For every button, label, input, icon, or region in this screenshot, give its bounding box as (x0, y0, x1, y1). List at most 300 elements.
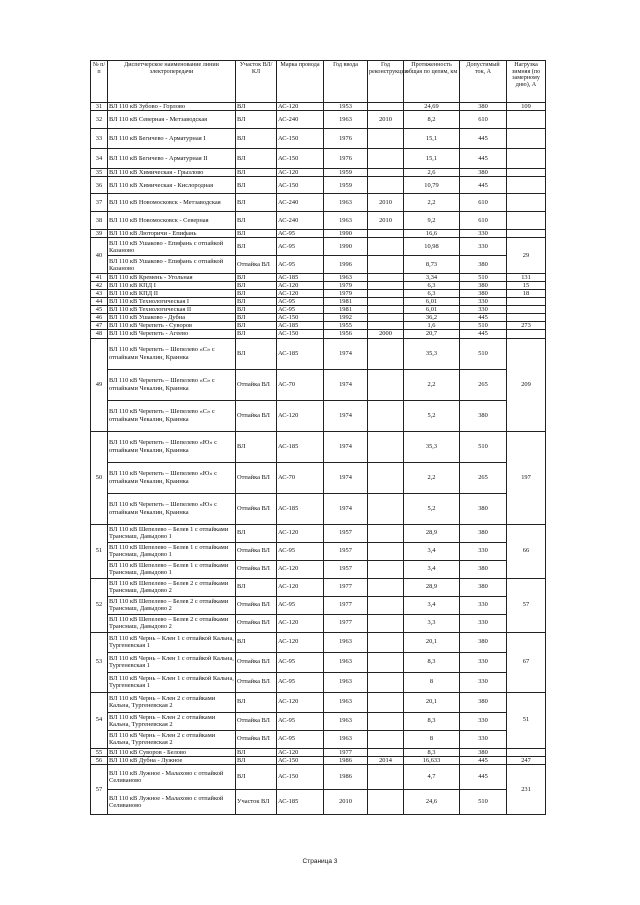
year-commissioned: 1963 (324, 672, 368, 692)
year-reconstructed (368, 282, 404, 290)
line-length: 16,6 (404, 230, 460, 238)
row-number: 36 (91, 177, 108, 194)
row-number: 39 (91, 230, 108, 238)
year-commissioned: 1977 (324, 578, 368, 596)
year-commissioned: 1953 (324, 103, 368, 111)
row-number: 49 (91, 338, 108, 431)
allowed-current: 330 (460, 542, 507, 560)
wire-brand: АС-120 (277, 400, 324, 431)
year-commissioned: 1957 (324, 542, 368, 560)
line-length: 3,3 (404, 614, 460, 632)
line-length: 8,3 (404, 712, 460, 730)
line-length: 4,7 (404, 764, 460, 789)
line-length: 24,6 (404, 789, 460, 814)
line-length: 28,9 (404, 524, 460, 542)
section-type: Отпайка ВЛ (236, 369, 277, 400)
table-row (91, 103, 546, 111)
table-row (91, 338, 546, 369)
wire-brand: АС-95 (277, 730, 324, 748)
line-length: 10,98 (404, 238, 460, 256)
line-length: 2,2 (404, 194, 460, 212)
row-number: 43 (91, 290, 108, 298)
line-length: 15,1 (404, 149, 460, 169)
winter-load (507, 306, 546, 314)
line-length: 5,2 (404, 400, 460, 431)
section-type: Отпайка ВЛ (236, 560, 277, 578)
line-length: 8,2 (404, 111, 460, 129)
winter-load (507, 129, 546, 149)
year-commissioned: 1979 (324, 290, 368, 298)
table-row (91, 596, 546, 614)
year-reconstructed (368, 632, 404, 652)
line-name: ВЛ 110 кВ Чернь – Клен 2 с отпайками Кальна, Тургеневская 2 (108, 712, 236, 730)
line-length: 2,2 (404, 462, 460, 493)
table-row (91, 524, 546, 542)
year-commissioned: 1963 (324, 712, 368, 730)
year-commissioned: 1963 (324, 692, 368, 712)
year-reconstructed: 2010 (368, 212, 404, 230)
winter-load (507, 212, 546, 230)
table-row (91, 111, 546, 129)
header-section: Участок ВЛ/КЛ (236, 61, 277, 103)
row-number: 37 (91, 194, 108, 212)
line-name: ВЛ 110 кВ Ушаково - Епифань с отпайкой Казаново (108, 256, 236, 274)
section-type: ВЛ (236, 129, 277, 149)
line-name: ВЛ 110 кВ Ушаково - Епифань с отпайкой Казаново (108, 238, 236, 256)
section-type: ВЛ (236, 212, 277, 230)
allowed-current: 380 (460, 290, 507, 298)
winter-load (507, 298, 546, 306)
wire-brand: АС-95 (277, 672, 324, 692)
line-name: ВЛ 110 кВ Технологическая I (108, 298, 236, 306)
line-name: ВЛ 110 кВ Черепеть - Агеево (108, 330, 236, 338)
row-number: 46 (91, 314, 108, 322)
section-type: ВЛ (236, 314, 277, 322)
wire-brand: АС-240 (277, 194, 324, 212)
allowed-current: 445 (460, 330, 507, 338)
year-reconstructed (368, 274, 404, 282)
row-number: 40 (91, 238, 108, 274)
row-number: 31 (91, 103, 108, 111)
year-reconstructed (368, 238, 404, 256)
allowed-current: 380 (460, 493, 507, 524)
section-type: ВЛ (236, 282, 277, 290)
year-reconstructed (368, 306, 404, 314)
line-name: ВЛ 110 кВ Черепеть – Шепелево «С» с отпайками Чекалин, Краинка (108, 369, 236, 400)
allowed-current: 265 (460, 369, 507, 400)
allowed-current: 330 (460, 238, 507, 256)
table-row (91, 306, 546, 314)
row-number: 44 (91, 298, 108, 306)
allowed-current: 330 (460, 712, 507, 730)
allowed-current: 380 (460, 560, 507, 578)
year-commissioned: 1974 (324, 369, 368, 400)
line-length: 20,7 (404, 330, 460, 338)
line-length: 3,4 (404, 560, 460, 578)
winter-load (507, 230, 546, 238)
wire-brand: АС-185 (277, 431, 324, 462)
table-row (91, 712, 546, 730)
table-row (91, 789, 546, 814)
winter-load (507, 748, 546, 756)
wire-brand: АС-185 (277, 322, 324, 330)
line-length: 35,3 (404, 431, 460, 462)
line-name: ВЛ 110 кВ Шепелево – Белев 2 с отпайками Трансмаш, Давыдово 2 (108, 614, 236, 632)
year-commissioned: 1974 (324, 462, 368, 493)
line-name: ВЛ 110 кВ Черепеть – Шепелево «Ю» с отпайками Чекалин, Краинка (108, 462, 236, 493)
line-length: 2,6 (404, 169, 460, 177)
year-commissioned: 1963 (324, 652, 368, 672)
year-commissioned: 1963 (324, 194, 368, 212)
section-type: ВЛ (236, 524, 277, 542)
year-commissioned: 1996 (324, 256, 368, 274)
wire-brand: АС-95 (277, 542, 324, 560)
year-commissioned: 1992 (324, 314, 368, 322)
section-type: Отпайка ВЛ (236, 652, 277, 672)
year-reconstructed (368, 542, 404, 560)
wire-brand: АС-240 (277, 212, 324, 230)
year-reconstructed (368, 314, 404, 322)
table-row (91, 578, 546, 596)
table-row (91, 369, 546, 400)
winter-load: 209 (507, 338, 546, 431)
allowed-current: 380 (460, 632, 507, 652)
line-name: ВЛ 110 кВ Новомосковск - Метзаводская (108, 194, 236, 212)
year-commissioned: 1957 (324, 524, 368, 542)
year-reconstructed (368, 712, 404, 730)
table-row (91, 238, 546, 256)
wire-brand: АС-95 (277, 256, 324, 274)
allowed-current: 445 (460, 764, 507, 789)
row-number: 33 (91, 129, 108, 149)
allowed-current: 610 (460, 194, 507, 212)
wire-brand: АС-120 (277, 169, 324, 177)
section-type: Отпайка ВЛ (236, 712, 277, 730)
year-reconstructed (368, 764, 404, 789)
year-commissioned: 1977 (324, 596, 368, 614)
line-name: ВЛ 110 кВ Чернь – Клен 2 с отпайками Кальна, Тургеневская 2 (108, 730, 236, 748)
row-number: 32 (91, 111, 108, 129)
wire-brand: АС-185 (277, 274, 324, 282)
wire-brand: АС-95 (277, 298, 324, 306)
row-number: 51 (91, 524, 108, 578)
year-reconstructed (368, 256, 404, 274)
allowed-current: 445 (460, 756, 507, 764)
allowed-current: 380 (460, 169, 507, 177)
line-length: 3,4 (404, 596, 460, 614)
table-row (91, 756, 546, 764)
wire-brand: АС-120 (277, 560, 324, 578)
winter-load: 231 (507, 764, 546, 814)
line-name: ВЛ 110 кВ КПД I (108, 282, 236, 290)
line-length: 20,1 (404, 632, 460, 652)
line-length: 36,2 (404, 314, 460, 322)
winter-load: 109 (507, 103, 546, 111)
table-row (91, 614, 546, 632)
allowed-current: 510 (460, 338, 507, 369)
year-reconstructed (368, 578, 404, 596)
year-commissioned: 1959 (324, 177, 368, 194)
section-type: ВЛ (236, 756, 277, 764)
allowed-current: 380 (460, 256, 507, 274)
wire-brand: АС-95 (277, 652, 324, 672)
line-name: ВЛ 110 кВ Технологическая II (108, 306, 236, 314)
year-reconstructed (368, 177, 404, 194)
section-type: Отпайка ВЛ (236, 596, 277, 614)
winter-load: 15 (507, 282, 546, 290)
allowed-current: 610 (460, 111, 507, 129)
section-type: ВЛ (236, 149, 277, 169)
section-type: ВЛ (236, 632, 277, 652)
line-length: 8,3 (404, 748, 460, 756)
winter-load: 18 (507, 290, 546, 298)
header-year-in: Год ввода (324, 61, 368, 103)
header-name: Диспетчерское наименование линии электропередачи (108, 61, 236, 103)
section-type: ВЛ (236, 338, 277, 369)
year-reconstructed (368, 290, 404, 298)
line-length: 20,1 (404, 692, 460, 712)
line-name: ВЛ 110 кВ Черепеть – Шепелево «Ю» с отпайками Чекалин, Краинка (108, 431, 236, 462)
line-name: ВЛ 110 кВ Бегичево - Арматурная I (108, 129, 236, 149)
table-row (91, 177, 546, 194)
line-name: ВЛ 110 кВ Лужное - Малахово с отпайкой Селиваново (108, 789, 236, 814)
year-commissioned: 1977 (324, 748, 368, 756)
row-number: 50 (91, 431, 108, 524)
wire-brand: АС-150 (277, 756, 324, 764)
table-row (91, 542, 546, 560)
year-reconstructed (368, 369, 404, 400)
allowed-current: 445 (460, 129, 507, 149)
table-row (91, 560, 546, 578)
allowed-current: 265 (460, 462, 507, 493)
section-type: ВЛ (236, 322, 277, 330)
year-reconstructed (368, 692, 404, 712)
allowed-current: 330 (460, 614, 507, 632)
wire-brand: АС-120 (277, 103, 324, 111)
table-row (91, 149, 546, 169)
year-reconstructed (368, 298, 404, 306)
allowed-current: 380 (460, 748, 507, 756)
allowed-current: 330 (460, 672, 507, 692)
section-type: Отпайка ВЛ (236, 256, 277, 274)
row-number: 41 (91, 274, 108, 282)
allowed-current: 510 (460, 274, 507, 282)
power-lines-table (90, 60, 546, 815)
table-row (91, 692, 546, 712)
line-name: ВЛ 110 кВ Люторичи - Епифань (108, 230, 236, 238)
allowed-current: 380 (460, 282, 507, 290)
year-commissioned: 1974 (324, 493, 368, 524)
year-commissioned: 1974 (324, 400, 368, 431)
line-name: ВЛ 110 кВ Черепеть - Суворов (108, 322, 236, 330)
wire-brand: АС-95 (277, 230, 324, 238)
row-number: 35 (91, 169, 108, 177)
year-commissioned: 1986 (324, 756, 368, 764)
row-number: 47 (91, 322, 108, 330)
line-name: ВЛ 110 кВ Черепеть – Шепелево «С» с отпайками Чекалин, Краинка (108, 400, 236, 431)
year-commissioned: 1974 (324, 431, 368, 462)
year-reconstructed (368, 169, 404, 177)
winter-load: 51 (507, 692, 546, 748)
allowed-current: 510 (460, 431, 507, 462)
winter-load (507, 314, 546, 322)
line-name: ВЛ 110 кВ Шепелево – Белев 2 с отпайками Трансмаш, Давыдово 2 (108, 596, 236, 614)
line-length: 28,9 (404, 578, 460, 596)
line-name: ВЛ 110 кВ Химическая - Кислородная (108, 177, 236, 194)
line-name: ВЛ 110 кВ Шепелево – Белев 1 с отпайками Трансмаш, Давыдово 1 (108, 560, 236, 578)
allowed-current: 445 (460, 149, 507, 169)
line-length: 8,73 (404, 256, 460, 274)
table-row (91, 652, 546, 672)
line-name: ВЛ 110 кВ Чернь – Клен 1 с отпайкой Кальна, Тургеневская 1 (108, 652, 236, 672)
line-name: ВЛ 110 кВ Бегичево - Арматурная II (108, 149, 236, 169)
allowed-current: 330 (460, 298, 507, 306)
wire-brand: АС-95 (277, 596, 324, 614)
table-row (91, 212, 546, 230)
allowed-current: 380 (460, 524, 507, 542)
section-type: ВЛ (236, 290, 277, 298)
wire-brand: АС-185 (277, 789, 324, 814)
line-length: 10,79 (404, 177, 460, 194)
page-number: Страница 3 (302, 858, 338, 865)
table-row (91, 194, 546, 212)
wire-brand: АС-120 (277, 524, 324, 542)
wire-brand: АС-240 (277, 111, 324, 129)
line-length: 1,6 (404, 322, 460, 330)
year-commissioned: 1979 (324, 282, 368, 290)
line-length: 6,3 (404, 282, 460, 290)
line-length: 6,01 (404, 298, 460, 306)
row-number: 57 (91, 764, 108, 814)
line-name: ВЛ 110 кВ Черепеть – Шепелево «Ю» с отпайками Чекалин, Краинка (108, 493, 236, 524)
wire-brand: АС-120 (277, 282, 324, 290)
year-reconstructed (368, 652, 404, 672)
wire-brand: АС-95 (277, 238, 324, 256)
year-reconstructed: 2010 (368, 111, 404, 129)
line-length: 9,2 (404, 212, 460, 230)
section-type: Отпайка ВЛ (236, 672, 277, 692)
line-length: 15,1 (404, 129, 460, 149)
line-name: ВЛ 110 кВ Кремень - Угольная (108, 274, 236, 282)
year-reconstructed (368, 614, 404, 632)
allowed-current: 445 (460, 177, 507, 194)
line-length: 8 (404, 730, 460, 748)
winter-load (507, 111, 546, 129)
year-commissioned: 2010 (324, 789, 368, 814)
allowed-current: 610 (460, 212, 507, 230)
wire-brand: АС-185 (277, 493, 324, 524)
year-reconstructed (368, 524, 404, 542)
table-row (91, 298, 546, 306)
winter-load (507, 194, 546, 212)
line-name: ВЛ 110 кВ Шепелево – Белев 1 с отпайками Трансмаш, Давыдово 1 (108, 542, 236, 560)
year-commissioned: 1990 (324, 230, 368, 238)
year-commissioned: 1959 (324, 169, 368, 177)
wire-brand: АС-150 (277, 330, 324, 338)
section-type: Отпайка ВЛ (236, 614, 277, 632)
table-row (91, 632, 546, 652)
year-commissioned: 1955 (324, 322, 368, 330)
table-row (91, 400, 546, 431)
allowed-current: 510 (460, 322, 507, 330)
table-row (91, 730, 546, 748)
allowed-current: 380 (460, 692, 507, 712)
line-length: 8,3 (404, 652, 460, 672)
allowed-current: 510 (460, 789, 507, 814)
year-reconstructed (368, 431, 404, 462)
winter-load (507, 169, 546, 177)
table-row (91, 493, 546, 524)
allowed-current: 380 (460, 103, 507, 111)
table-header-row (91, 61, 546, 103)
line-name: ВЛ 110 кВ Дубна - Лужное (108, 756, 236, 764)
section-type: Отпайка ВЛ (236, 542, 277, 560)
header-brand: Марка провода (277, 61, 324, 103)
winter-load: 67 (507, 632, 546, 692)
section-type: ВЛ (236, 103, 277, 111)
table-row (91, 764, 546, 789)
wire-brand: АС-150 (277, 764, 324, 789)
year-reconstructed (368, 596, 404, 614)
wire-brand: АС-120 (277, 614, 324, 632)
row-number: 38 (91, 212, 108, 230)
allowed-current: 330 (460, 306, 507, 314)
line-name: ВЛ 110 кВ Шепелево – Белев 2 с отпайками Трансмаш, Давыдово 2 (108, 578, 236, 596)
year-reconstructed (368, 338, 404, 369)
year-commissioned: 1974 (324, 338, 368, 369)
year-commissioned: 1963 (324, 274, 368, 282)
header-current: Допустимый ток, А (460, 61, 507, 103)
section-type: ВЛ (236, 230, 277, 238)
year-reconstructed (368, 672, 404, 692)
year-commissioned: 1957 (324, 560, 368, 578)
line-name: ВЛ 110 кВ Зубово - Горлово (108, 103, 236, 111)
allowed-current: 330 (460, 652, 507, 672)
line-name: ВЛ 110 кВ Шепелево – Белев 1 с отпайками Трансмаш, Давыдово 1 (108, 524, 236, 542)
year-reconstructed (368, 322, 404, 330)
header-length: Протяженность общая по цепям, км (404, 61, 460, 103)
line-length: 3,34 (404, 274, 460, 282)
wire-brand: АС-120 (277, 578, 324, 596)
allowed-current: 330 (460, 230, 507, 238)
year-commissioned: 1956 (324, 330, 368, 338)
line-name: ВЛ 110 кВ Ушаково - Дубна (108, 314, 236, 322)
section-type: Отпайка ВЛ (236, 730, 277, 748)
wire-brand: АС-95 (277, 306, 324, 314)
row-number: 54 (91, 692, 108, 748)
year-commissioned: 1976 (324, 129, 368, 149)
table-row (91, 274, 546, 282)
table-row (91, 431, 546, 462)
section-type: ВЛ (236, 692, 277, 712)
line-name: ВЛ 110 кВ Новомосковск - Северная (108, 212, 236, 230)
section-type: ВЛ (236, 764, 277, 789)
year-reconstructed (368, 129, 404, 149)
winter-load: 197 (507, 431, 546, 524)
section-type: ВЛ (236, 274, 277, 282)
section-type: Отпайка ВЛ (236, 493, 277, 524)
wire-brand: АС-150 (277, 129, 324, 149)
wire-brand: АС-70 (277, 462, 324, 493)
row-number: 53 (91, 632, 108, 692)
table-row (91, 748, 546, 756)
line-length: 24,69 (404, 103, 460, 111)
table-row (91, 129, 546, 149)
row-number: 45 (91, 306, 108, 314)
year-reconstructed (368, 730, 404, 748)
year-reconstructed (368, 400, 404, 431)
table-row (91, 290, 546, 298)
